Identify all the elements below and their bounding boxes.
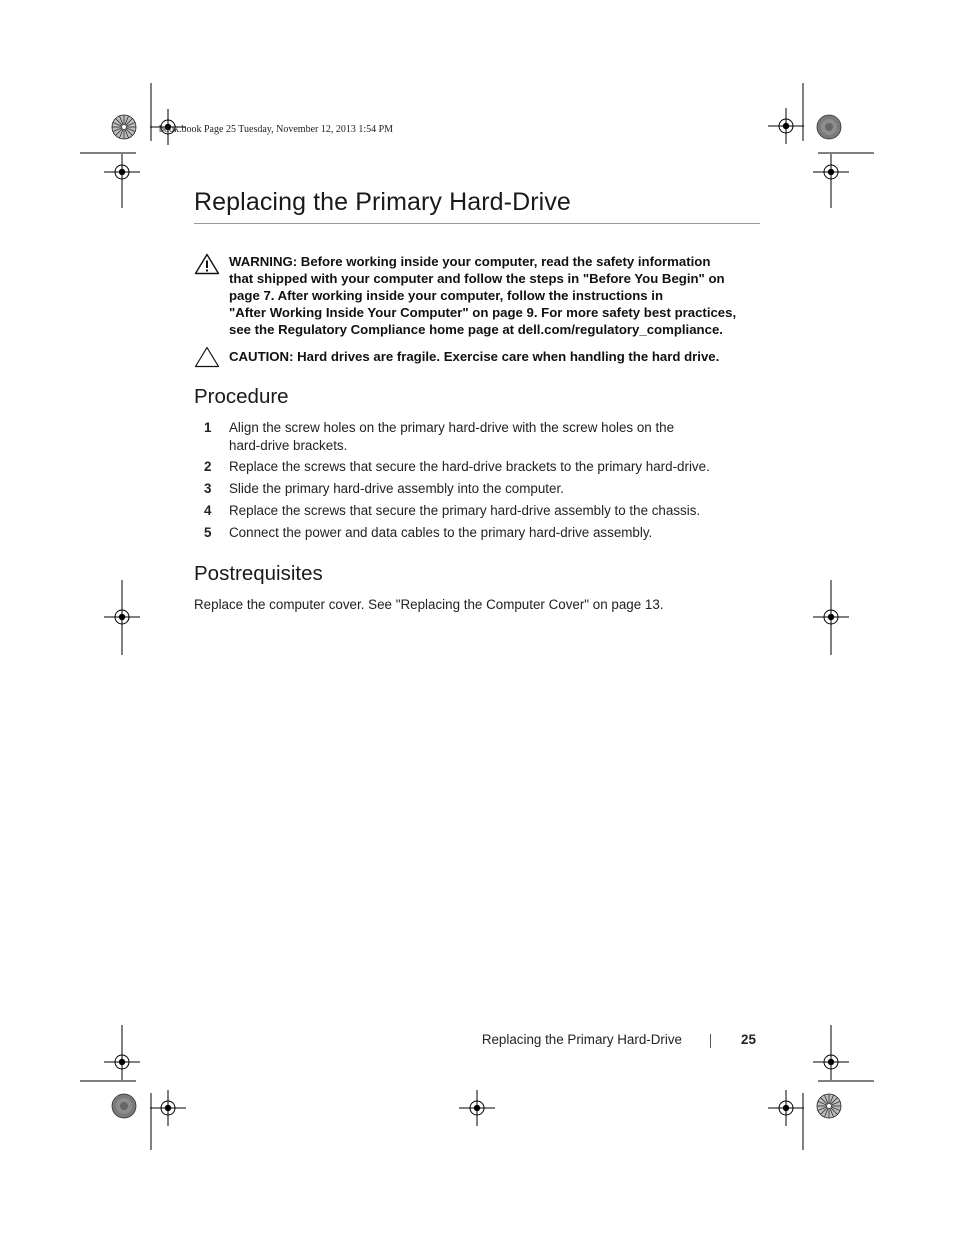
step-text: Connect the power and data cables to the primary hard-drive assembly. xyxy=(229,525,653,540)
footer-divider xyxy=(710,1034,711,1048)
step-text: Replace the screws that secure the hard-drive brackets to the primary hard-drive. xyxy=(229,459,710,474)
footer-chapter: Replacing the Primary Hard-Drive xyxy=(481,1032,682,1047)
step-text: hard-drive brackets. xyxy=(229,438,348,453)
warning-line: page 7. After working inside your computer, follow the instructions in xyxy=(229,288,664,303)
print-slug: book.book Page 25 Tuesday, November 12, 2013 1:54 PM xyxy=(159,124,394,135)
step-number: 1 xyxy=(204,420,212,435)
step-number: 5 xyxy=(204,525,212,540)
postrequisites-text: Replace the computer cover. See "Replacing the Computer Cover" on page 13. xyxy=(194,597,664,612)
warning-line: that shipped with your computer and follow the steps in "Before You Begin" on xyxy=(229,271,725,286)
caution-text: CAUTION: Hard drives are fragile. Exercise care when handling the hard drive. xyxy=(229,349,720,364)
caution-triangle-icon xyxy=(194,346,220,368)
step-text: Replace the screws that secure the primary hard-drive assembly to the chassis. xyxy=(229,503,701,518)
procedure-heading: Procedure xyxy=(194,385,289,408)
step-number: 3 xyxy=(204,481,212,496)
warning-triangle-icon xyxy=(194,253,220,275)
step-number: 4 xyxy=(204,503,212,518)
step-text: Align the screw holes on the primary hard-drive with the screw holes on the xyxy=(229,420,675,435)
warning-line: see the Regulatory Compliance home page at dell.com/regulatory_compliance. xyxy=(229,322,723,337)
step-number: 2 xyxy=(204,459,212,474)
page-number: 25 xyxy=(741,1032,756,1047)
warning-line: "After Working Inside Your Computer" on page 9. For more safety best practices, xyxy=(229,305,737,320)
step-text: Slide the primary hard-drive assembly into the computer. xyxy=(229,481,564,496)
page-title: Replacing the Primary Hard-Drive xyxy=(194,188,571,216)
postrequisites-heading: Postrequisites xyxy=(194,562,323,585)
title-rule xyxy=(194,223,760,224)
warning-line: WARNING: Before working inside your computer, read the safety information xyxy=(229,254,711,269)
